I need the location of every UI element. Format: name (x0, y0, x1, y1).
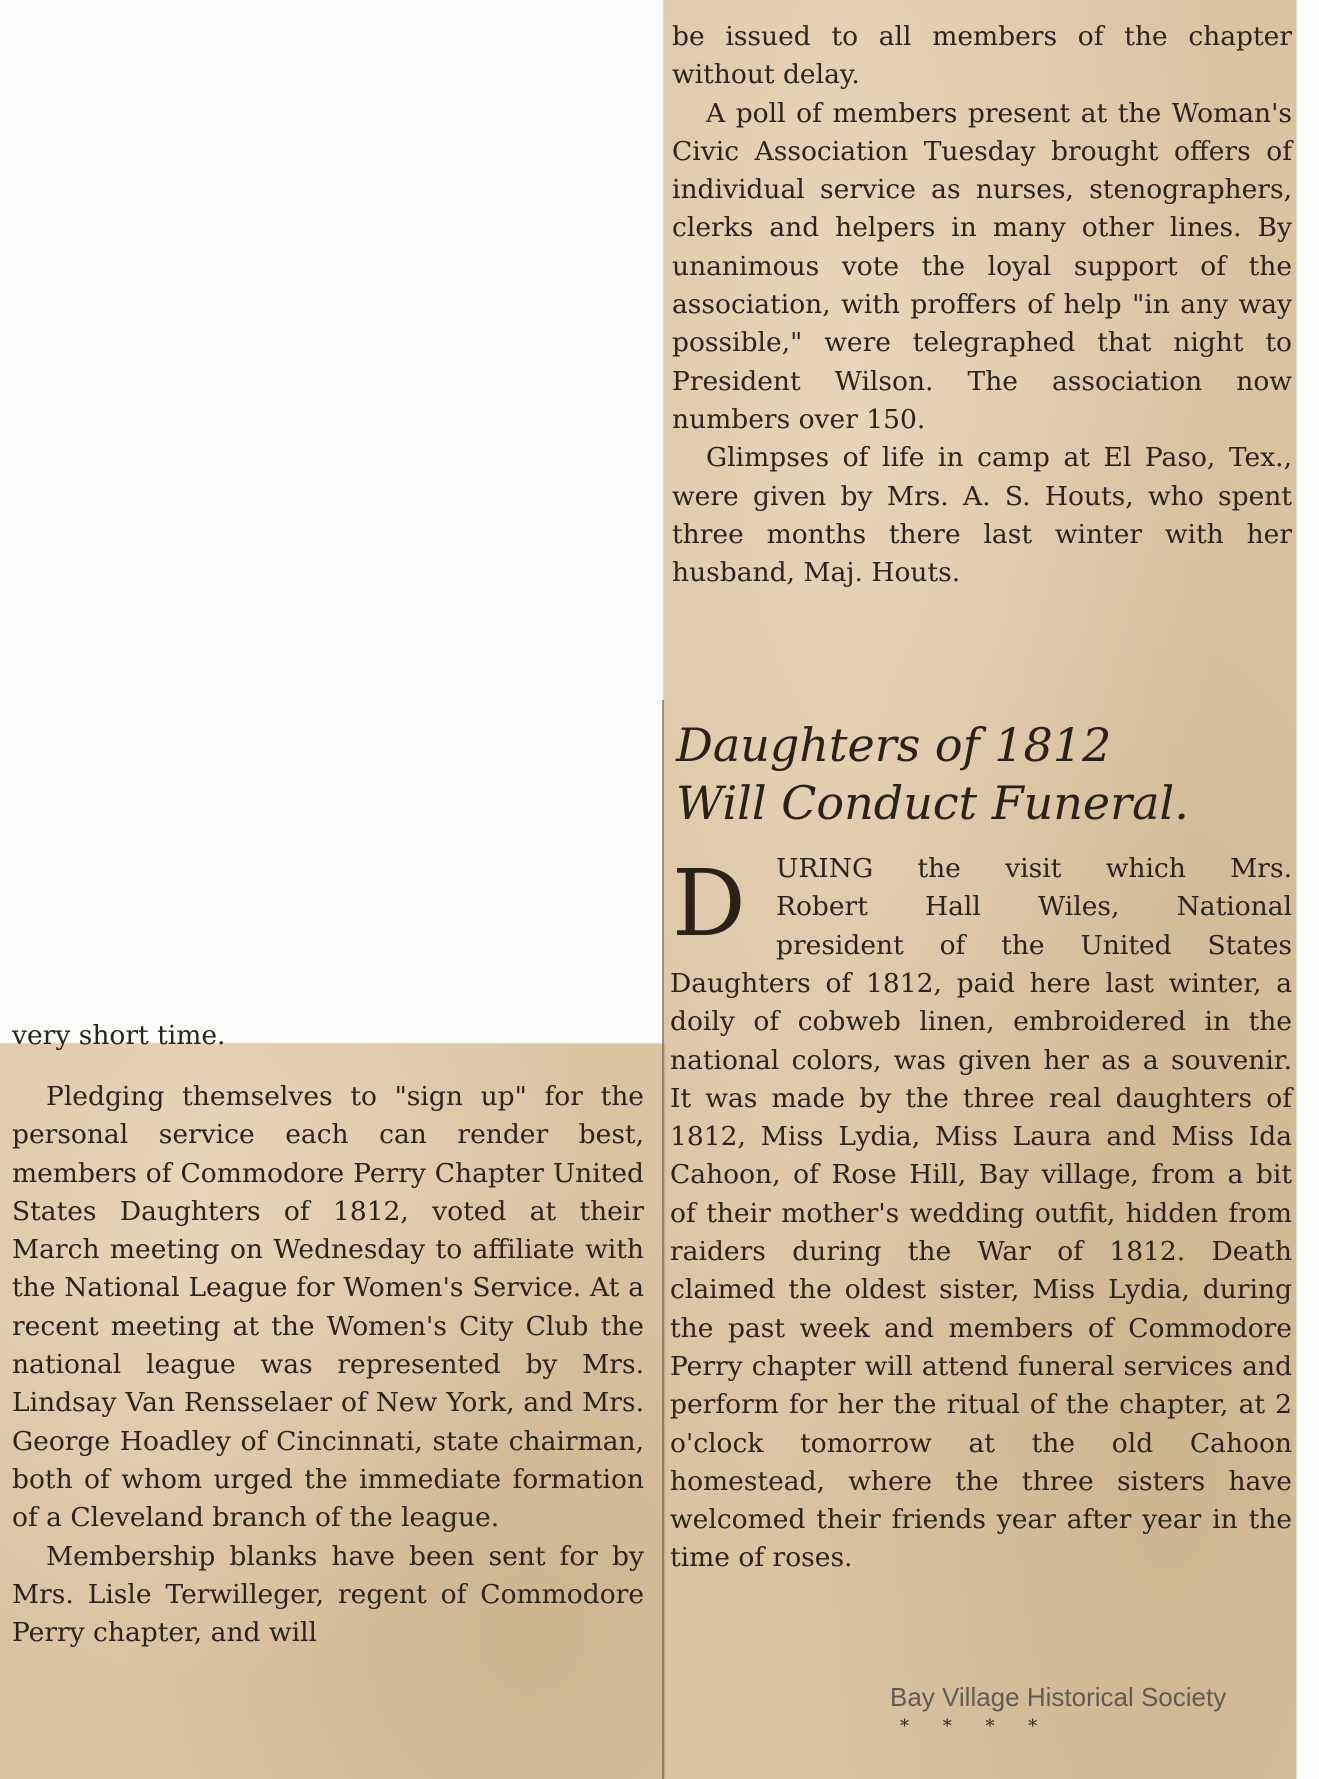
column-divider (662, 700, 664, 1779)
lead-line: president of the United States (776, 929, 1292, 961)
headline-line: Will Conduct Funeral. (676, 776, 1189, 830)
watermark: Bay Village Historical Society (890, 1682, 1227, 1712)
lead-lines (776, 850, 1292, 965)
article-top-paragraph: Glimpses of life in camp at El Paso, Tex., were given by Mrs. A. S. Houts, who spent three months there last winter with her husband, Maj. Houts. (672, 442, 1292, 589)
article-left-column (12, 1078, 644, 1652)
drop-cap: D (672, 850, 746, 957)
article-funeral-body (670, 965, 1292, 1578)
lead-line: URING the visit which Mrs. (776, 853, 1292, 884)
article-top-paragraph: A poll of members present at the Woman's Civic Association Tuesday brought offers of individual service as nurses, stenographers, clerks and helpers in many other lines. By unanimous vote the loyal support of the association, with proffers of help "in any way possible," were telegraphed that night to President Wilson. The association now numbers over 150. (672, 97, 1292, 435)
article-left-paragraph: Pledging themselves to "sign up" for the personal service each can render best, members of Commodore Perry Chapter United States Daughters of 1812, voted at their March meeting on Wednesday to affiliate with the National League for Women's Service. At a recent meeting at the Women's City Club the national league was represented by Mrs. Lindsay Van Rensselaer of New York, and Mrs. George Hoadley of Cincinnati, state chairman, both of whom urged the immediate formation of a Cleveland branch of the league. (12, 1081, 644, 1534)
article-funeral-paragraph: Daughters of 1812, paid here last winter, a doily of cobweb linen, embroidered in the national colors, was given her as a souvenir. It was made by the three real daughters of 1812, Miss Lydia, Miss Laura and Miss Ida Cahoon, of Rose Hill, Bay village, from a bit of their mother's wedding outfit, hidden from raiders during the War of 1812. Death claimed the oldest sister, Miss Lydia, during the past week and members of Commodore Perry chapter will attend funeral services and perform for her the ritual of the chapter, at 2 o'clock tomorrow at the old Cahoon homestead, where the three sisters have welcomed their friends year after year in the time of roses. (670, 968, 1292, 1574)
lead-line: Robert Hall Wiles, National (776, 891, 1292, 923)
headline (676, 716, 1296, 832)
article-top-paragraph: be issued to all members of the chapter without delay. (672, 21, 1292, 91)
headline-line: Daughters of 1812 (676, 718, 1112, 772)
article-top-column (672, 18, 1292, 592)
end-mark: * * * * (900, 1716, 1052, 1737)
article-left-paragraph: Membership blanks have been sent for by Mrs. Lisle Terwilleger, regent of Commodore Perry chapter, and will (12, 1540, 644, 1649)
cut-off-line: very short time. (12, 1020, 226, 1051)
